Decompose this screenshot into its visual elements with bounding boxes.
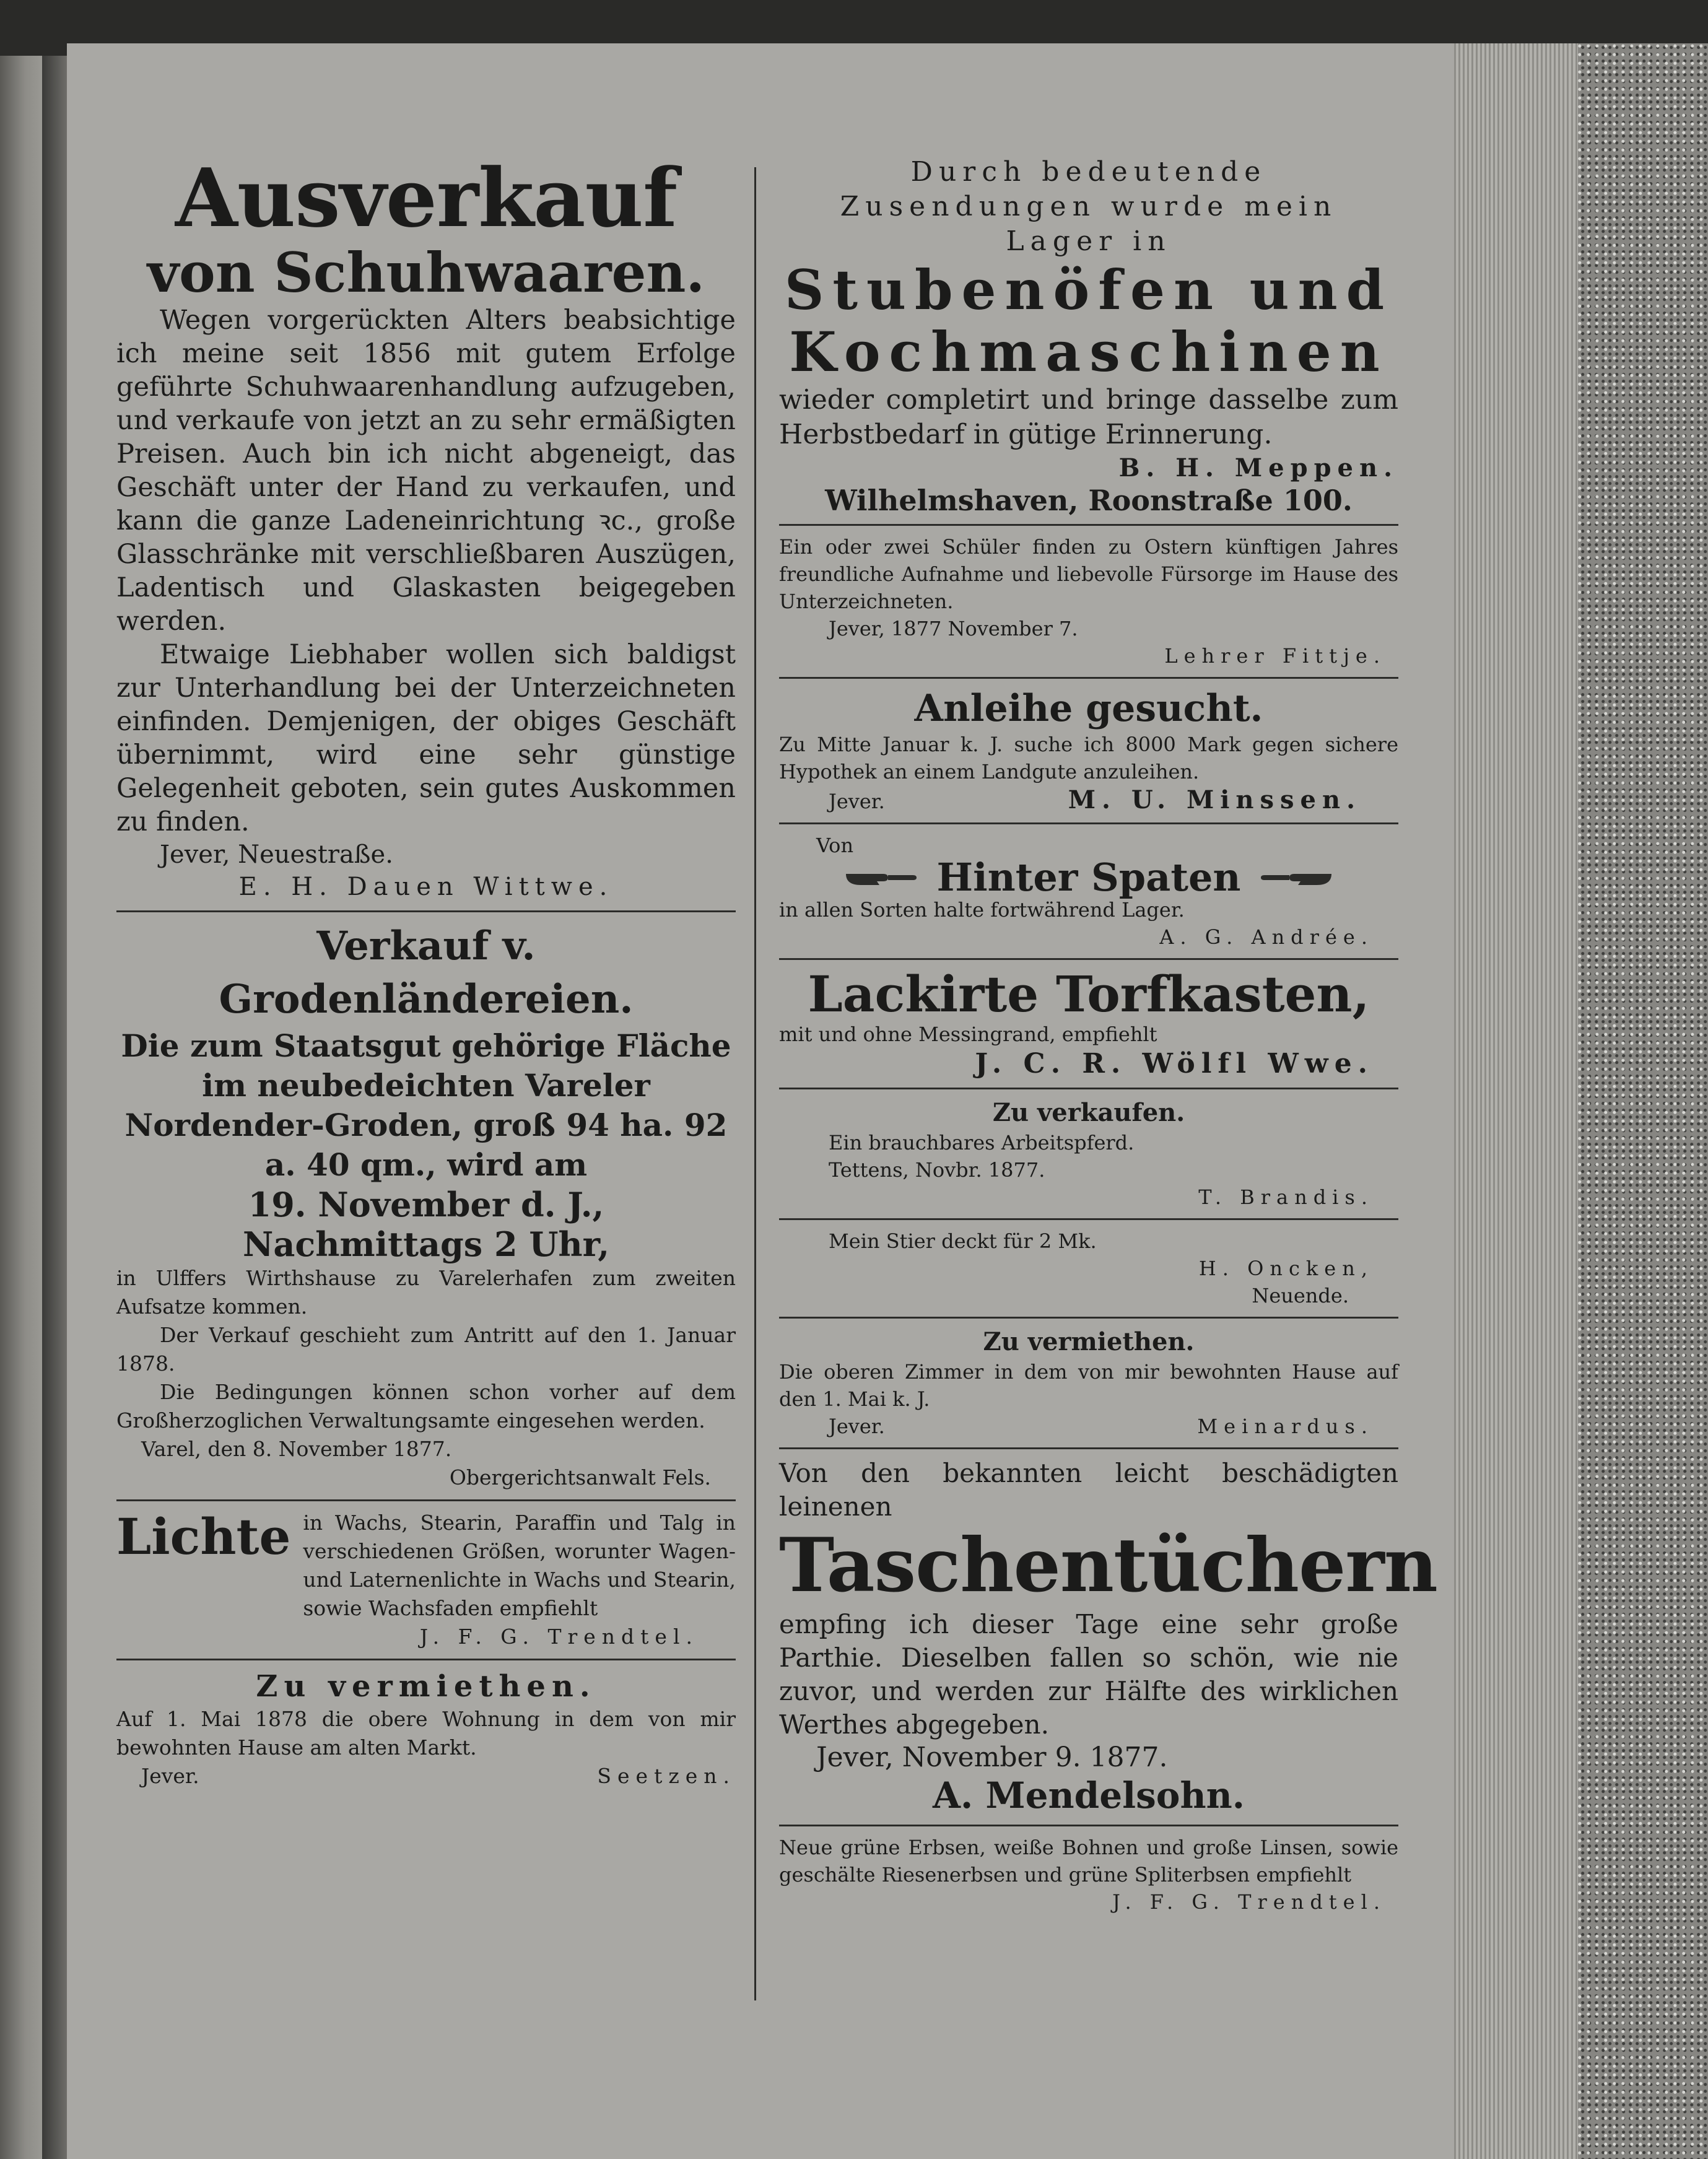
- divider: [116, 1499, 736, 1501]
- ad-lichte: [116, 1509, 736, 1651]
- divider: [779, 677, 1398, 679]
- ad-body: in allen Sorten halte fortwährend Lager.: [779, 898, 1185, 922]
- ad-body: wieder completirt und bringe dasselbe zum Herbstbedarf in gütige Erinnerung.: [779, 384, 1398, 450]
- ad-intro: Von: [816, 834, 854, 857]
- ad-schueler: [779, 533, 1398, 670]
- ad-body: Zu Mitte Januar k. J. suche ich 8000 Mark gegen sichere Hypothek an einem Landgute anzuleihen.: [779, 733, 1398, 783]
- ad-signature: J. F. G. Trendtel.: [1112, 1890, 1386, 1914]
- ad-body: Die zum Staatsgut gehörige Fläche im neubedeichten Vareler Nordender-Groden, groß 94 ha. 92 a. 40 qm., wird am: [121, 1027, 731, 1183]
- ad-title: Hinter Spaten: [936, 855, 1241, 900]
- divider: [779, 1088, 1398, 1089]
- ad-body: Neue grüne Erbsen, weiße Bohnen und große Linsen, sowie geschälte Riesenerbsen und grüne Spliterbsen empfiehlt: [779, 1836, 1398, 1886]
- ad-ausverkauf: [116, 150, 736, 903]
- ad-body: Die oberen Zimmer in dem von mir bewohnten Hause auf den 1. Mai k. J.: [779, 1360, 1398, 1411]
- ad-signature: Meinardus.: [1197, 1415, 1374, 1438]
- ad-torfkasten: [779, 967, 1398, 1080]
- ad-place: Jever.: [829, 1415, 885, 1438]
- ad-signature: Lehrer Fittje.: [1164, 644, 1386, 668]
- ad-body: Die Bedingungen können schon vorher auf dem Großherzoglichen Verwaltungsamte eingesehen werden.: [116, 1380, 736, 1433]
- ad-title: Lackirte Torfkasten,: [808, 965, 1370, 1023]
- ad-hinter-spaten: [779, 832, 1398, 951]
- ad-intro: Durch bedeutende Zusendungen wurde mein Lager in: [840, 156, 1338, 257]
- ad-place: Jever, 1877 November 7.: [829, 617, 1078, 640]
- ad-place: Jever, November 9. 1877.: [816, 1742, 1168, 1773]
- ad-anleihe: [779, 686, 1398, 815]
- ad-title: Ausverkauf: [175, 150, 678, 245]
- ad-signature: H. Oncken,: [1198, 1257, 1374, 1280]
- ad-title: Zu vermiethen.: [983, 1327, 1195, 1356]
- ad-body: mit und ohne Messingrand, empfiehlt: [779, 1023, 1157, 1046]
- column-rule: [754, 167, 756, 2000]
- right-column: [779, 155, 1437, 1916]
- divider: [779, 1317, 1398, 1319]
- ad-place: Tettens, Novbr. 1877.: [829, 1158, 1045, 1182]
- ad-place: Jever.: [141, 1764, 199, 1788]
- ad-signature: A. G. Andrée.: [1159, 925, 1374, 949]
- ad-zu-verkaufen: [779, 1097, 1398, 1211]
- ad-body: in Ulffers Wirthshause zu Varelerhafen zum zweiten Aufsatze kommen.: [116, 1266, 736, 1319]
- left-column: [116, 150, 736, 1790]
- page-edges: [1454, 43, 1578, 2159]
- ad-title: Kochmaschinen: [789, 320, 1388, 384]
- ad-time: Nachmittags 2 Uhr,: [242, 1224, 610, 1264]
- ad-body: in Wachs, Stearin, Paraffin und Talg in verschiedenen Größen, worunter Wagen- und Laternenlichte in Wachs und Stearin, sowie Wachsfaden empfiehlt: [303, 1511, 736, 1620]
- ad-title: Verkauf v. Grodenländereien.: [219, 923, 634, 1023]
- ad-stubenoefen: [779, 155, 1398, 517]
- ad-title: Lichte: [116, 1507, 291, 1566]
- ad-title-row: [779, 855, 1398, 900]
- ad-body: Ein oder zwei Schüler finden zu Ostern künftigen Jahres freundliche Aufnahme und liebevolle Fürsorge im Hause des Unterzeichneten.: [779, 535, 1398, 613]
- left-page-edge: [0, 56, 42, 2159]
- ad-title: Zu vermiethen.: [256, 1669, 596, 1704]
- ad-erbsen: [779, 1834, 1398, 1916]
- ad-signature: Seetzen.: [597, 1764, 736, 1788]
- ad-subtitle: von Schuhwaaren.: [147, 240, 705, 305]
- ad-zu-vermiethen-left: [116, 1668, 736, 1790]
- ad-taschentuecher: [779, 1457, 1437, 1817]
- ad-title: Stubenöfen und: [784, 258, 1393, 322]
- book-cover: [1578, 43, 1708, 2159]
- divider: [779, 1218, 1398, 1220]
- divider: [116, 1659, 736, 1660]
- ad-date: 19. November d. J.,: [248, 1185, 604, 1224]
- ad-signature: Obergerichtsanwalt Fels.: [449, 1465, 711, 1489]
- ad-address: Wilhelmshaven, Roonstraße 100.: [825, 484, 1353, 517]
- ad-signature: J. C. R. Wölfl Wwe.: [975, 1048, 1374, 1080]
- ad-place: Jever, Neuestraße.: [160, 840, 393, 869]
- pointing-hand-right-icon: [843, 865, 918, 890]
- ad-signature: B. H. Meppen.: [1118, 453, 1398, 482]
- ad-title: Taschentüchern: [779, 1522, 1437, 1609]
- divider: [779, 1825, 1398, 1826]
- ad-signature: T. Brandis.: [1198, 1185, 1374, 1209]
- divider: [116, 910, 736, 912]
- ad-body: Etwaige Liebhaber wollen sich baldigst zur Unterhandlung bei der Unterzeichneten einfinden. Demjenigen, der obiges Geschäft übernimmt, wird eine sehr günstige Gelegenheit geboten, sein gutes Auskommen zu finden.: [116, 639, 736, 837]
- ad-grodenlaendereien: [116, 920, 736, 1492]
- divider: [779, 1447, 1398, 1449]
- ad-signature: A. Mendelsohn.: [932, 1774, 1245, 1817]
- ad-body: Der Verkauf geschieht zum Antritt auf den 1. Januar 1878.: [116, 1323, 736, 1376]
- ad-zu-vermiethen-right: [779, 1326, 1398, 1440]
- ad-signature: E. H. Dauen Wittwe.: [238, 873, 614, 901]
- ad-place: Jever.: [829, 790, 885, 813]
- lichte-block: [116, 1509, 736, 1623]
- ad-footer: [779, 785, 1398, 815]
- ad-body: Mein Stier deckt für 2 Mk.: [829, 1229, 1097, 1253]
- ad-stier: [779, 1228, 1398, 1309]
- ad-place: Varel, den 8. November 1877.: [141, 1437, 452, 1461]
- divider: [779, 524, 1398, 526]
- ad-intro: Von den bekannten leicht beschädigten leinenen: [779, 1458, 1398, 1522]
- ad-footer: [779, 1413, 1398, 1440]
- ad-title: Anleihe gesucht.: [914, 687, 1263, 730]
- ad-title: Zu verkaufen.: [992, 1098, 1185, 1127]
- ad-signature: J. F. G. Trendtel.: [419, 1625, 699, 1649]
- ad-footer: [116, 1762, 736, 1790]
- ad-body: Auf 1. Mai 1878 die obere Wohnung in dem von mir bewohnten Hause am alten Markt.: [116, 1707, 736, 1760]
- ad-body: empfing ich dieser Tage eine sehr große Parthie. Dieselben fallen so schön, wie nie zuvor, und werden zur Hälfte des wirklichen Werthes abgegeben.: [779, 1609, 1398, 1740]
- ad-signature: M. U. Minssen.: [1068, 785, 1361, 814]
- book-gutter: [42, 56, 67, 2159]
- ad-signature-location: Neuende.: [1252, 1284, 1349, 1307]
- divider: [779, 958, 1398, 960]
- newspaper-page: [67, 43, 1454, 2159]
- divider: [779, 822, 1398, 824]
- pointing-hand-left-icon: [1260, 865, 1334, 890]
- ad-body: Wegen vorgerückten Alters beabsichtige ich meine seit 1856 mit gutem Erfolge geführte Schuhwaarenhandlung aufzugeben, und verkaufe von jetzt an zu sehr ermäßigten Preisen. Auch bin ich nicht abgeneigt, das Geschäft unter der Hand zu verkaufen, und kann die ganze Ladeneinrichtung ꝛc., große Glasschränke mit verschließbaren Auszügen, Ladentisch und Glaskasten beigegeben werden.: [116, 305, 736, 637]
- ad-body: Ein brauchbares Arbeitspferd.: [829, 1131, 1135, 1154]
